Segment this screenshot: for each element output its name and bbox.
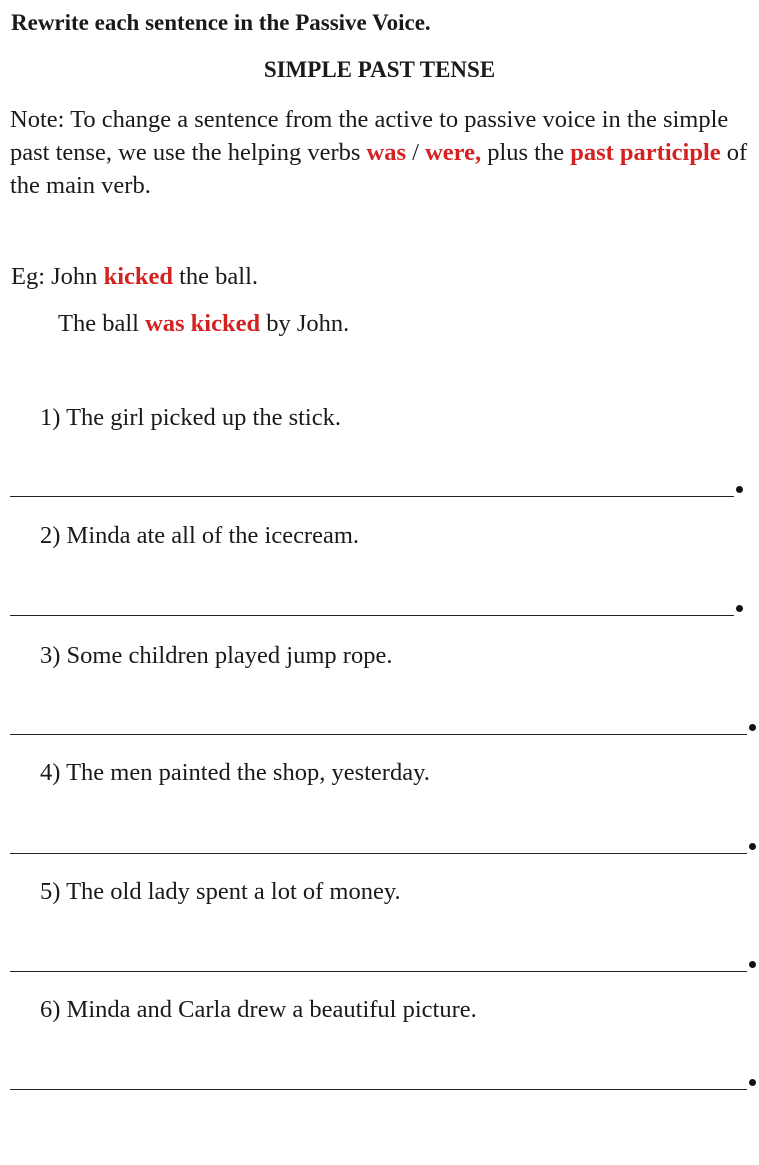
example-active-verb: kicked: [103, 263, 173, 290]
example-active-prefix: Eg: John: [11, 263, 104, 290]
note-were: were,: [425, 139, 482, 166]
exercise-5: 5) The old lady spent a lot of money.: [40, 878, 401, 905]
instructions-heading: Rewrite each sentence in the Passive Voice.: [11, 10, 431, 35]
answer-line-6[interactable]: [10, 1089, 747, 1090]
example-passive-verb: was kicked: [145, 310, 261, 337]
example-passive: [58, 310, 349, 338]
answer-period-2: [736, 605, 743, 612]
exercise-4: 4) The men painted the shop, yesterday.: [40, 759, 430, 786]
answer-line-1[interactable]: [10, 496, 734, 497]
note-slash: /: [406, 139, 426, 166]
note-past-participle: past participle: [570, 139, 721, 166]
exercise-6: 6) Minda and Carla drew a beautiful picture.: [40, 996, 477, 1023]
note-was: was: [366, 139, 407, 166]
exercise-2: 2) Minda ate all of the icecream.: [40, 522, 360, 549]
example-passive-prefix: The ball: [58, 310, 146, 337]
note-text-2: plus the: [481, 139, 571, 166]
answer-period-5: [749, 961, 756, 968]
answer-line-2[interactable]: [10, 615, 734, 616]
answer-period-3: [749, 724, 756, 731]
answer-line-5[interactable]: [10, 971, 747, 972]
answer-line-4[interactable]: [10, 853, 747, 854]
note-text-3: of the main verb.: [10, 139, 748, 199]
answer-period-4: [749, 843, 756, 850]
example-passive-suffix: by John.: [260, 310, 350, 337]
example-active-suffix: the ball.: [173, 263, 259, 290]
answer-period-6: [749, 1079, 756, 1086]
exercise-3: 3) Some children played jump rope.: [40, 642, 393, 669]
tense-title: SIMPLE PAST TENSE: [263, 57, 496, 82]
answer-period-1: [736, 486, 743, 493]
answer-line-3[interactable]: [10, 734, 747, 735]
note-text-1: Note: To change a sentence from the active to passive voice in the simple past tense, we use the helping verbs: [10, 106, 729, 166]
exercise-1: 1) The girl picked up the stick.: [40, 404, 341, 431]
grammar-note: [10, 103, 755, 202]
example-active: [11, 263, 258, 291]
